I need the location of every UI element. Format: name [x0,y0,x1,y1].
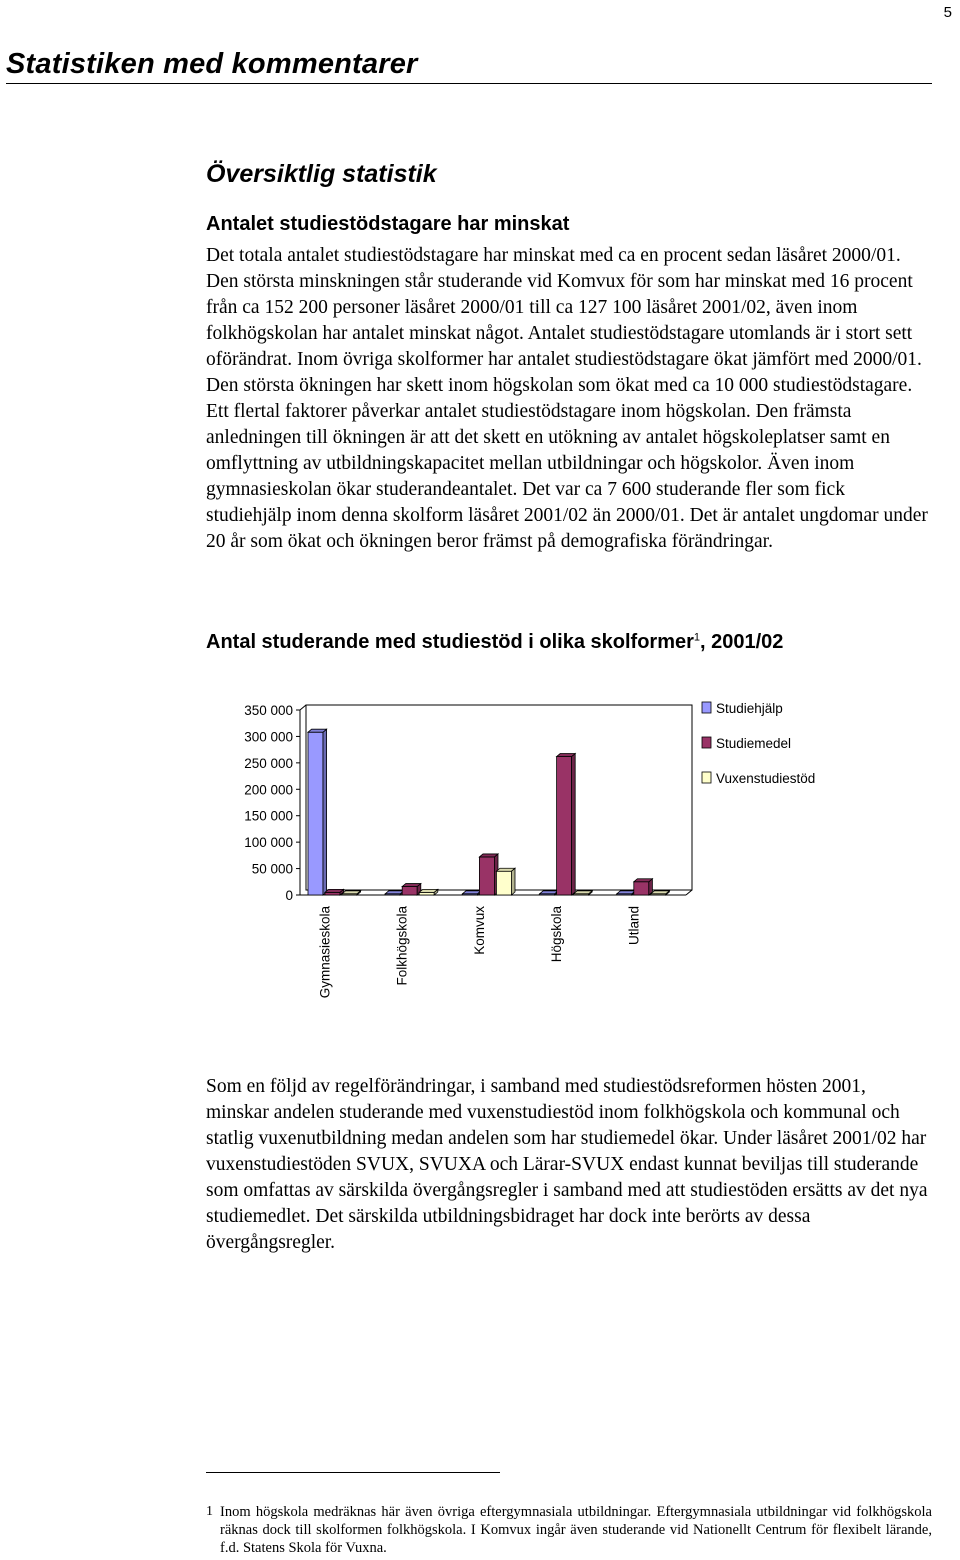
bar-top-face [496,868,515,871]
subsection-title: Antalet studiestödstagare har minskat [206,213,570,235]
page-header [6,48,932,84]
bar-top-face [479,854,498,857]
y-tick-label: 300 000 [244,729,293,745]
y-tick-label: 150 000 [244,808,293,824]
bar-front-face [402,887,417,895]
bar-folkhögskola-studiemedel [402,884,421,895]
plot-back-wall [306,705,692,890]
page-title: Statistiken med kommentarer [6,48,418,80]
legend-swatch [702,702,711,713]
bar-top-face [419,889,438,892]
bar-front-face [634,882,649,895]
bar-top-face [308,729,327,732]
bar-side-face [511,868,515,895]
bar-komvux-studiehjälp [462,891,481,895]
footnote-separator [206,1472,500,1473]
bar-front-face [557,757,572,895]
bar-högskola-studiehjälp [540,891,559,895]
bar-top-face [651,891,670,894]
y-axis-depth-line [300,705,306,710]
bar-top-face [540,891,559,894]
bar-folkhögskola-studiehjälp [385,891,404,895]
legend-label: Vuxenstudiestöd [716,771,816,786]
bar-gymnasieskola-studiemedel [325,889,344,895]
y-tick-label: 0 [285,888,293,903]
legend-label: Studiehjälp [716,701,783,716]
bar-top-face [385,891,404,894]
y-tick-label: 200 000 [244,782,293,798]
bar-gymnasieskola-studiehjälp [308,729,327,895]
bar-top-face [342,891,361,894]
x-axis [318,906,642,999]
y-axis [244,703,300,903]
y-tick-label: 100 000 [244,835,293,851]
body-paragraph-1: Det totala antalet studiestödstagare har minskat med ca en procent sedan läsåret 2000/01. Den största minskningen står studerande vid Komvux för som har minskat med 16 procent från ca 152 200 personer läsåret 2000/01 till ca 127 100 läsåret 2001/02, även inom folkhögskolan har antalet minskat något. Antalet studiestödstagare utomlands är i stort sett oförändrat. Inom övriga skolformer har antalet studiestödstagare ökat jämfört med 2000/01. Den största ökningen har skett inom högskolan som ökat med ca 10 000 studiestödstagare. Ett flertal faktorer påverkar antalet studiestödstagare inom högskolan. Den främsta anledningen till ökningen är att det skett en utökning av antalet högskoleplatser samt en omflyttning av utbildningskapacitet mellan utbildningar och högskolor. Även inom gymnasieskolan ökar studerandeantalet. Det var ca 7 600 studerande fler som fick studiehjälp inom denna skolform läsåret 2001/02 än 2000/01. Det är antalet ungdomar under 20 år som ökat och ökningen beror främst på demografiska förändringar. [206,245,928,552]
bar-utland-studiemedel [634,879,653,895]
footnote [206,1503,932,1557]
y-tick-label: 350 000 [244,703,293,718]
bar-top-face [325,889,344,892]
x-axis-depth-line [686,890,692,895]
bar-top-face [634,879,653,882]
bar-top-face [402,884,421,887]
legend-swatch [702,772,711,783]
bar-side-face [323,729,327,895]
chart-title-text: Antal studerande med studiestöd i olika skolformer [206,631,694,653]
x-tick-label: Komvux [471,906,487,955]
bar-front-face [479,857,494,895]
footnote-mark: 1 [206,1504,213,1519]
legend [702,701,815,786]
x-tick-label: Högskola [549,906,565,963]
bar-side-face [572,754,576,895]
bar-top-face [617,891,636,894]
chart-title-footnote-mark: 1 [693,631,701,644]
y-tick-label: 50 000 [251,861,293,877]
bar-folkhögskola-vuxenstudiestöd [419,889,438,895]
x-tick-label: Folkhögskola [394,906,410,986]
legend-label: Studiemedel [716,736,792,751]
footnote-text: Inom högskola medräknas här även övriga eftergymnasiala utbildningar. Eftergymnasiala utbildningar vid folkhögskola räknas dock till skolformen folkhögskola. I Komvux ingår även studerande vid Nationellt Centrum för flexibelt lärande, f.d. Statens Skola för Vuxna. [220,1504,932,1556]
bar-högskola-studiemedel [557,754,576,895]
bar-utland-vuxenstudiestöd [651,891,670,895]
page-number: 5 [943,4,952,21]
bar-top-face [574,891,593,894]
bar-chart [200,690,900,1030]
legend-swatch [702,737,711,748]
bar-utland-studiehjälp [617,891,636,895]
section-title: Översiktlig statistik [206,160,437,188]
x-tick-label: Utland [626,906,642,946]
chart-title-suffix: , 2001/02 [700,631,784,653]
bar-komvux-vuxenstudiestöd [496,868,515,895]
bar-gymnasieskola-vuxenstudiestöd [342,891,361,895]
bar-högskola-vuxenstudiestöd [574,891,593,895]
y-tick-label: 250 000 [244,755,293,771]
bar-front-face [496,871,511,895]
bars [308,729,669,895]
bar-komvux-studiemedel [479,854,498,895]
bar-top-face [462,891,481,894]
bar-front-face [308,732,323,895]
bar-top-face [557,754,576,757]
x-tick-label: Gymnasieskola [317,906,333,999]
body-paragraph-2: Som en följd av regelförändringar, i samband med studiestödsreformen hösten 2001, minskar andelen studerande med vuxenstudiestöd inom folkhögskola och kommunal och statlig vuxenutbildning medan andelen som har studiemedel ökar. Under läsåret 2001/02 har vuxenstudiestöden SVUX, SVUXA och Lärar-SVUX endast kunnat beviljas till studerande som omfattas av särskilda övergångsregler i samband med att studiestöden ersätts av det nya studiemedlet. Det särskilda utbildningsbidraget har dock inte berörts av dessa övergångsregler. [206,1076,928,1253]
chart-title [206,631,783,654]
